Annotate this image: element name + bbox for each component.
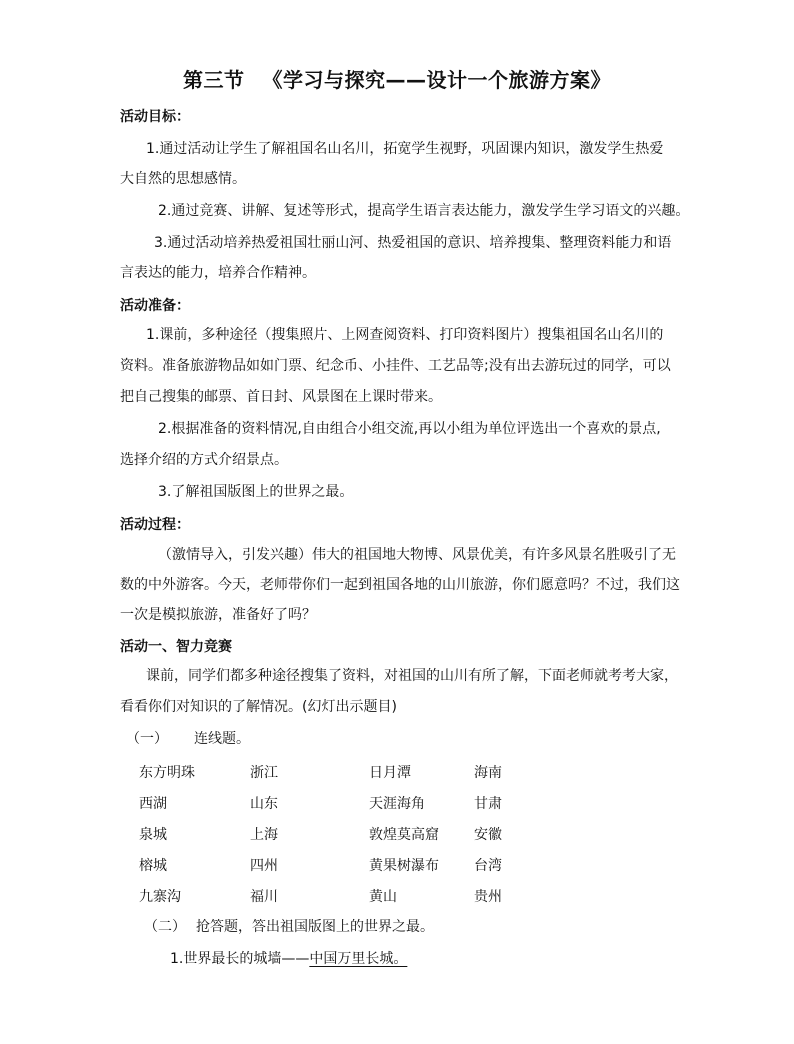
matching-cell: 浙江 xyxy=(250,765,278,781)
goals-paragraph-3-line-1: 3.通过活动培养热爱祖国壮丽山河、热爱祖国的意识、培养搜集、整理资料能力和语 xyxy=(154,235,672,251)
process-heading: 活动过程： xyxy=(120,517,190,533)
matching-cell: 甘肃 xyxy=(474,796,502,812)
matching-cell: 九寨沟 xyxy=(139,889,181,905)
page-title xyxy=(0,64,794,93)
matching-cell: 山东 xyxy=(250,796,278,812)
prep-paragraph-3: 3.了解祖国版图上的世界之最。 xyxy=(158,484,354,500)
matching-cell: 泉城 xyxy=(139,827,167,843)
prep-paragraph-2-line-2: 选择介绍的方式介绍景点。 xyxy=(120,452,288,468)
process-paragraph-line-2: 数的中外游客。今天，老师带你们一起到祖国各地的山川旅游，你们愿意吗？不过，我们这 xyxy=(120,577,680,593)
process-paragraph-line-1: （激情导入，引发兴趣）伟大的祖国地大物博、风景优美，有许多风景名胜吸引了无 xyxy=(158,547,676,563)
matching-cell: 东方明珠 xyxy=(139,765,195,781)
title-prefix: 第三节 xyxy=(183,68,245,92)
prep-heading: 活动准备： xyxy=(120,298,190,314)
matching-cell: 天涯海角 xyxy=(369,796,425,812)
goals-paragraph-1-line-2: 大自然的思想感情。 xyxy=(120,171,246,187)
matching-cell: 台湾 xyxy=(474,858,502,874)
prep-paragraph-1-line-2: 资料。准备旅游物品如如门票、纪念币、小挂件、工艺品等;没有出去游玩过的同学，可以 xyxy=(120,358,671,374)
activity1-heading: 活动一、智力竞赛 xyxy=(120,639,232,655)
question-2-item-1-answer: 中国万里长城。 xyxy=(309,951,408,967)
matching-cell: 敦煌莫高窟 xyxy=(369,827,439,843)
prep-paragraph-2-line-1: 2.根据准备的资料情况,自由组合小组交流,再以小组为单位评选出一个喜欢的景点, xyxy=(158,421,661,437)
matching-cell: 榕城 xyxy=(139,858,167,874)
matching-cell: 上海 xyxy=(250,827,278,843)
question-1-label: （一） xyxy=(126,731,168,747)
goals-heading: 活动目标： xyxy=(120,109,190,125)
process-paragraph-line-3: 一次是模拟旅游，准备好了吗？ xyxy=(120,607,316,623)
question-1-text: 连线题。 xyxy=(194,731,250,747)
matching-cell: 福川 xyxy=(250,889,278,905)
matching-cell: 海南 xyxy=(474,765,502,781)
matching-cell: 黄山 xyxy=(369,889,397,905)
goals-paragraph-2: 2.通过竞赛、讲解、复述等形式，提高学生语言表达能力，激发学生学习语文的兴趣。 xyxy=(158,203,690,219)
activity1-paragraph-line-2: 看看你们对知识的了解情况。(幻灯出示题目) xyxy=(120,699,397,715)
question-2-text: 抢答题，答出祖国版图上的世界之最。 xyxy=(196,919,434,935)
title-main: 《学习与探究——设计一个旅游方案》 xyxy=(262,68,611,92)
goals-paragraph-3-line-2: 言表达的能力，培养合作精神。 xyxy=(120,265,316,281)
question-2-item-1-prompt: 1.世界最长的城墙—— xyxy=(170,951,310,967)
question-2-item-1 xyxy=(170,949,407,969)
activity1-paragraph-line-1: 课前，同学们都多种途径搜集了资料，对祖国的山川有所了解，下面老师就考考大家， xyxy=(146,668,678,684)
matching-cell: 日月潭 xyxy=(369,765,411,781)
matching-cell: 黄果树瀑布 xyxy=(369,858,439,874)
matching-cell: 安徽 xyxy=(474,827,502,843)
prep-paragraph-1-line-1: 1.课前，多种途径（搜集照片、上网查阅资料、打印资料图片）搜集祖国名山名川的 xyxy=(146,327,664,343)
matching-cell: 西湖 xyxy=(139,796,167,812)
question-2-label: （二） xyxy=(144,919,186,935)
matching-cell: 贵州 xyxy=(474,889,502,905)
matching-cell: 四州 xyxy=(250,858,278,874)
goals-paragraph-1-line-1: 1.通过活动让学生了解祖国名山名川，拓宽学生视野，巩固课内知识，激发学生热爱 xyxy=(146,141,664,157)
prep-paragraph-1-line-3: 把自己搜集的邮票、首日封、风景图在上课时带来。 xyxy=(120,389,442,405)
